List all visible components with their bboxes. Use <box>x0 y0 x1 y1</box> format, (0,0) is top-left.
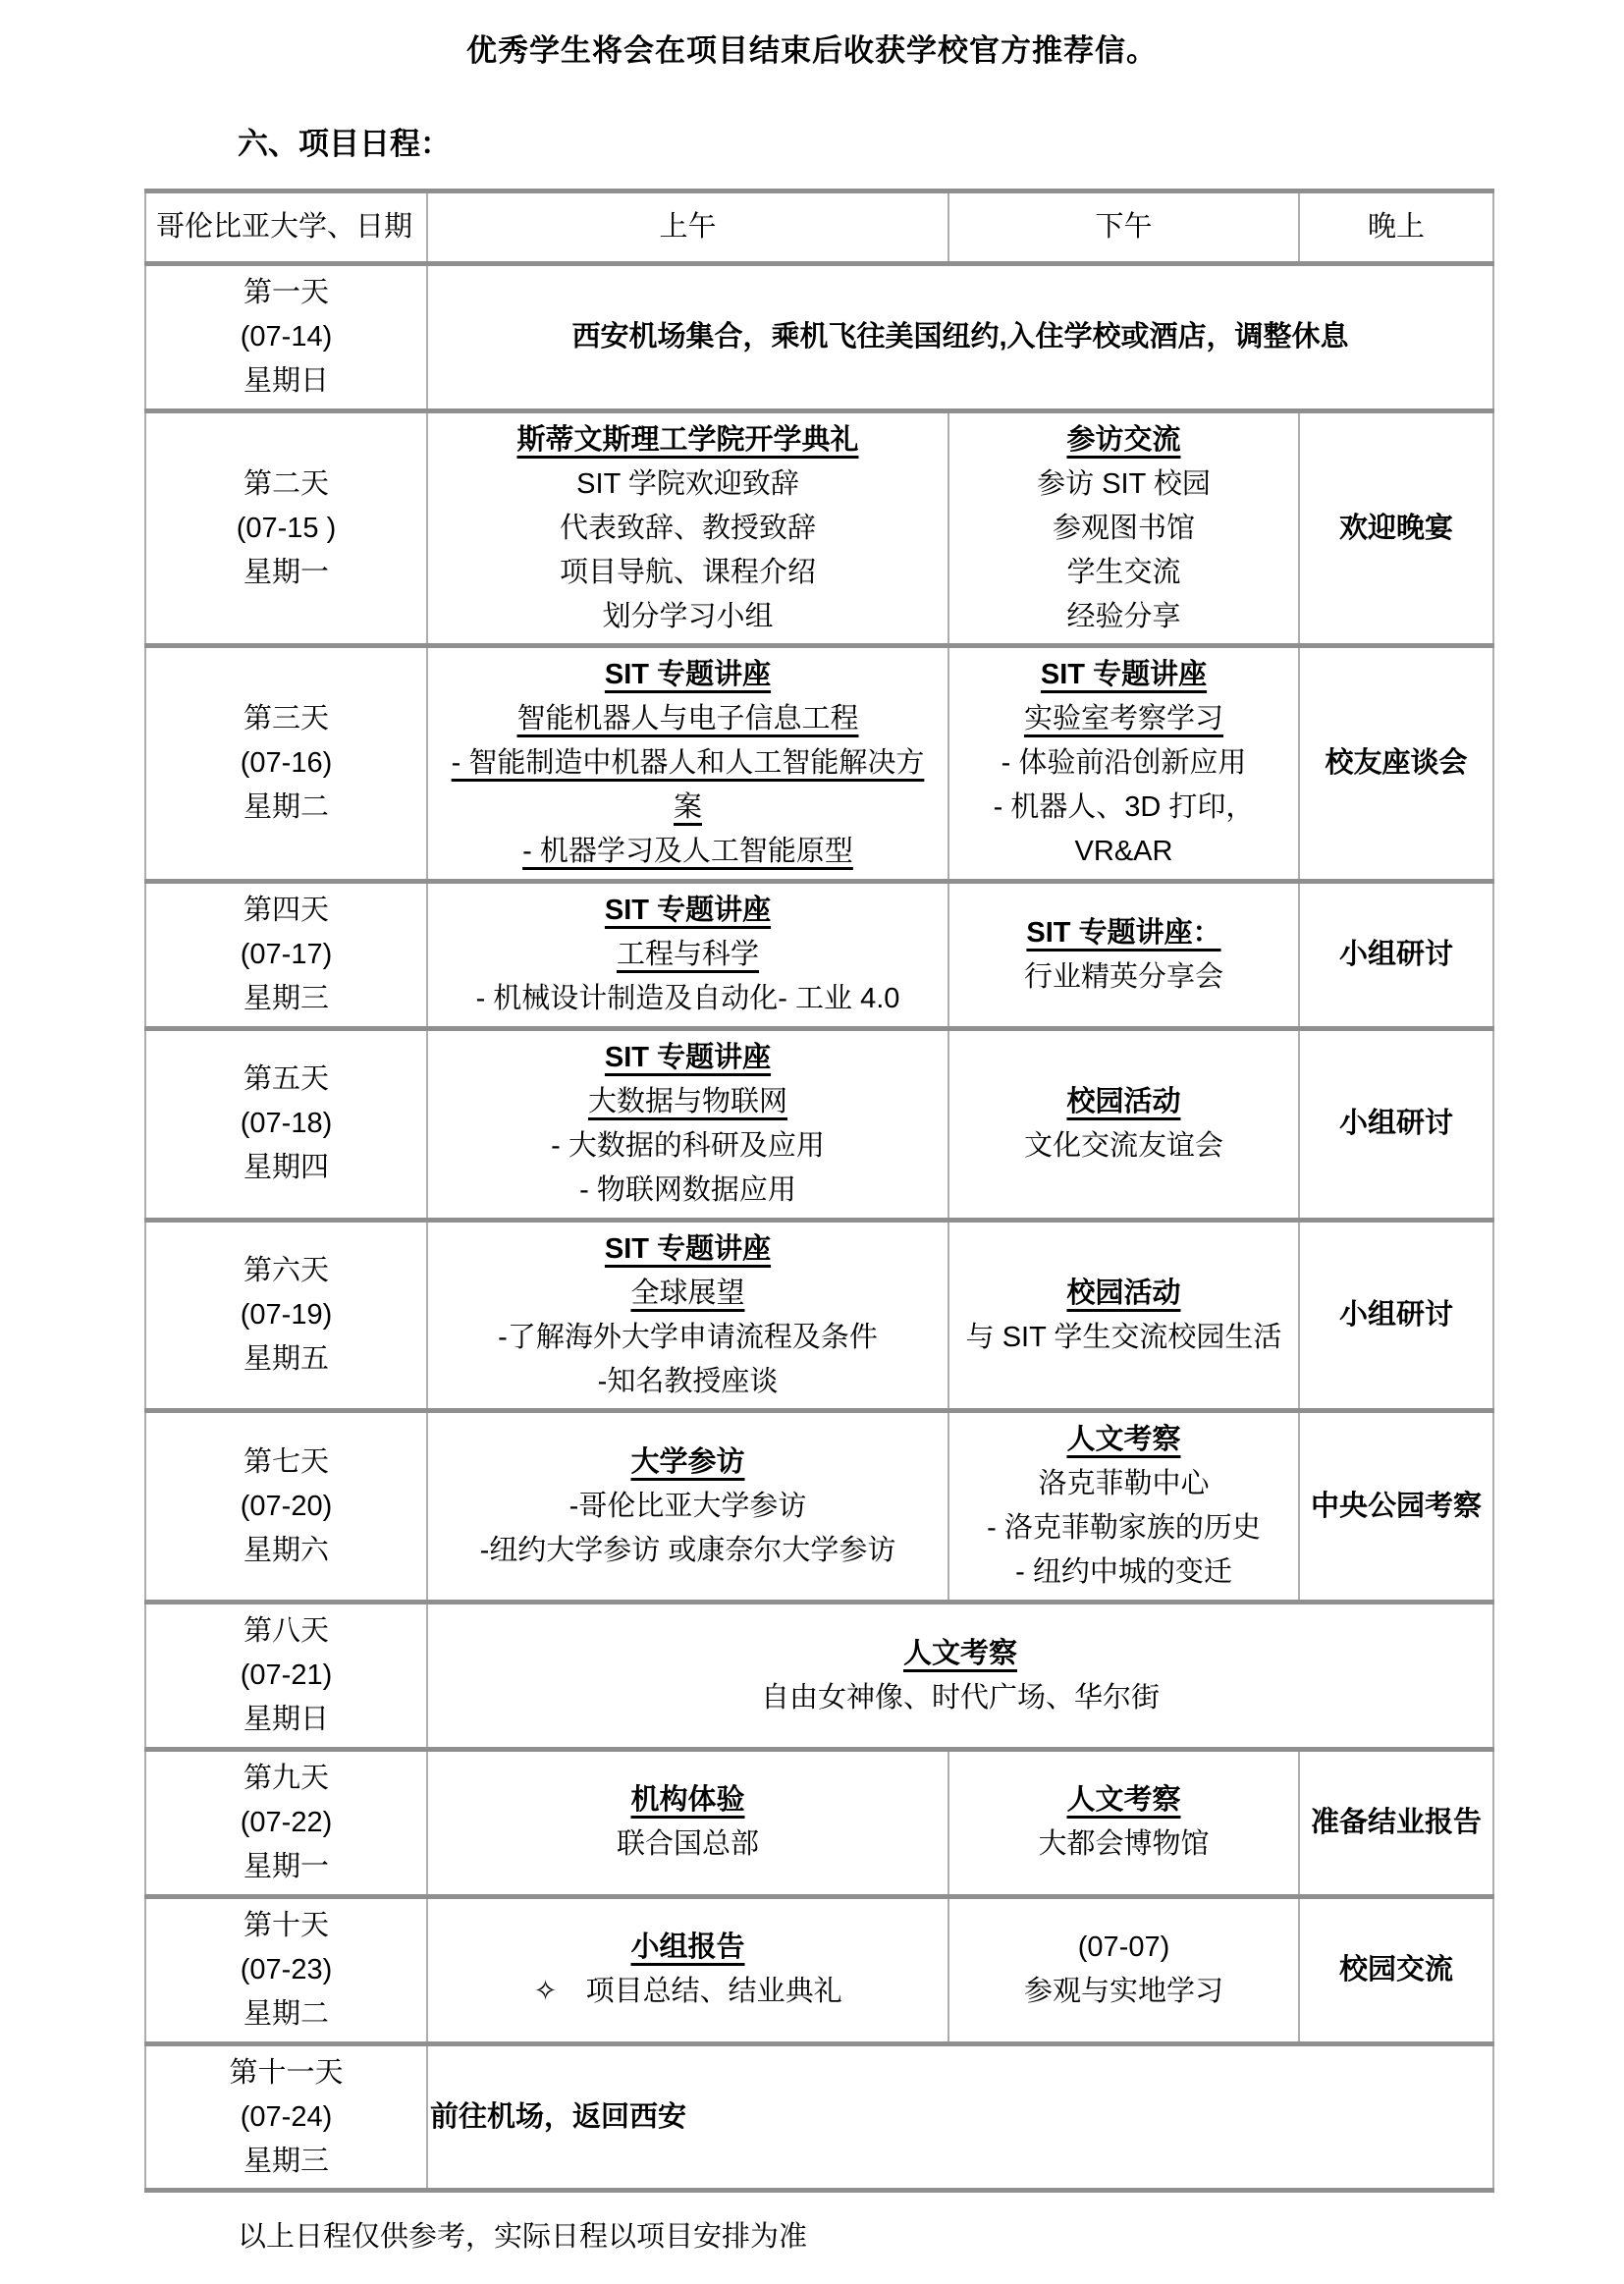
day-label: 第五天 <box>243 1063 329 1096</box>
day-label: 第十天 <box>243 1909 329 1941</box>
table-row-day1 <box>145 263 1493 410</box>
schedule-line: 参观与实地学习 <box>1023 1976 1223 2008</box>
morning-cell <box>427 1220 948 1411</box>
afternoon-cell <box>948 1220 1299 1411</box>
weekday-label: 星期二 <box>243 791 329 824</box>
weekday-label: 星期三 <box>243 2145 329 2177</box>
schedule-line: 人文考察 <box>1066 1424 1181 1456</box>
day-label: 第四天 <box>243 895 329 927</box>
table-row-day10 <box>145 1896 1493 2043</box>
date-label: (07-18) <box>240 1108 333 1140</box>
schedule-line: 经验分享 <box>1066 600 1181 632</box>
schedule-line: 洛克菲勒中心 <box>1038 1468 1210 1500</box>
schedule-line: - 洛克菲勒家族的历史 <box>987 1512 1261 1545</box>
schedule-line: SIT 专题讲座 <box>604 1041 772 1073</box>
evening-cell <box>1299 410 1493 646</box>
schedule-line: 校园活动 <box>1066 1085 1181 1117</box>
afternoon-cell <box>948 410 1299 646</box>
schedule-line: - 大数据的科研及应用 <box>551 1129 825 1162</box>
schedule-line: 欢迎晚宴 <box>1338 512 1453 544</box>
full-day-cell <box>427 2043 1493 2191</box>
schedule-line: - 机器人、3D 打印， <box>993 791 1255 824</box>
evening-cell <box>1299 882 1493 1029</box>
schedule-line: SIT 专题讲座 <box>604 895 772 927</box>
footnote: 以上日程仅供参考，实际日程以项目安排为准 <box>238 2221 808 2254</box>
document-page <box>0 26 1624 2255</box>
schedule-line: 前往机场，返回西安 <box>430 2100 687 2133</box>
morning-cell <box>427 1896 948 2043</box>
date-cell <box>145 1411 427 1603</box>
schedule-line: 人文考察 <box>1066 1784 1181 1817</box>
schedule-line: 机构体验 <box>630 1784 745 1817</box>
date-cell <box>145 263 427 410</box>
weekday-label: 星期六 <box>243 1534 329 1566</box>
morning-cell <box>427 1028 948 1220</box>
full-day-cell <box>427 1603 1493 1750</box>
date-label: (07-24) <box>240 2100 333 2133</box>
schedule-line: 参访 SIT 校园 <box>1037 467 1211 500</box>
afternoon-cell <box>948 1028 1299 1220</box>
header-evening-column: 晚上 <box>1299 191 1493 264</box>
evening-cell <box>1299 1028 1493 1220</box>
schedule-line: 校园活动 <box>1066 1277 1181 1309</box>
schedule-line: 工程与科学 <box>616 939 759 971</box>
schedule-line: 代表致辞、教授致辞 <box>559 512 816 544</box>
schedule-line: -知名教授座谈 <box>597 1365 779 1397</box>
date-cell <box>145 882 427 1029</box>
header-morning-column: 上午 <box>427 191 948 264</box>
full-day-cell <box>427 263 1493 410</box>
schedule-table <box>144 189 1494 2193</box>
date-label: (07-17) <box>240 939 333 971</box>
table-row-day7 <box>145 1411 1493 1603</box>
schedule-line: SIT 专题讲座： <box>1026 916 1221 949</box>
day-label: 第二天 <box>243 467 329 500</box>
schedule-line: 小组报告 <box>630 1931 745 1964</box>
schedule-line: 全球展望 <box>630 1277 745 1309</box>
morning-cell <box>427 882 948 1029</box>
weekday-label: 星期一 <box>243 1850 329 1882</box>
weekday-label: 星期五 <box>243 1343 329 1376</box>
date-cell <box>145 646 427 882</box>
schedule-line: 参观图书馆 <box>1052 512 1195 544</box>
schedule-line: 与 SIT 学生交流校园生活 <box>965 1321 1282 1353</box>
table-row-day2 <box>145 410 1493 646</box>
schedule-line: SIT 学院欢迎致辞 <box>576 467 799 500</box>
schedule-line: -了解海外大学申请流程及条件 <box>498 1321 878 1353</box>
date-cell <box>145 1220 427 1411</box>
date-label: (07-23) <box>240 1953 333 1985</box>
schedule-line: 文化交流友谊会 <box>1023 1129 1223 1162</box>
weekday-label: 星期一 <box>243 556 329 588</box>
schedule-line: 学生交流 <box>1066 556 1181 588</box>
table-row-day11 <box>145 2043 1493 2191</box>
weekday-label: 星期三 <box>243 983 329 1014</box>
afternoon-cell <box>948 646 1299 882</box>
schedule-line: 划分学习小组 <box>602 600 774 632</box>
morning-cell <box>427 410 948 646</box>
table-row-day6 <box>145 1220 1493 1411</box>
schedule-line: 自由女神像、时代广场、华尔街 <box>760 1681 1160 1713</box>
schedule-line: 小组研讨 <box>1338 1299 1453 1332</box>
date-cell <box>145 1603 427 1750</box>
table-row-day8 <box>145 1603 1493 1750</box>
schedule-line: 智能机器人与电子信息工程 <box>516 703 859 735</box>
table-row-day4 <box>145 882 1493 1029</box>
date-cell <box>145 1896 427 2043</box>
afternoon-cell <box>948 1411 1299 1603</box>
schedule-line: 行业精英分享会 <box>1023 960 1223 993</box>
schedule-line: - 纽约中城的变迁 <box>1015 1556 1232 1589</box>
date-cell <box>145 2043 427 2191</box>
date-cell <box>145 1750 427 1897</box>
date-label: (07-21) <box>240 1659 333 1692</box>
afternoon-cell <box>948 882 1299 1029</box>
schedule-line: VR&AR <box>1074 836 1173 868</box>
schedule-line: 斯蒂文斯理工学院开学典礼 <box>516 423 859 456</box>
schedule-line: SIT 专题讲座 <box>1040 659 1208 691</box>
date-label: (07-20) <box>240 1490 333 1522</box>
schedule-line: - 体验前沿创新应用 <box>1001 747 1247 780</box>
header-row <box>145 191 1493 264</box>
header-afternoon-column: 下午 <box>948 191 1299 264</box>
date-cell <box>145 1028 427 1220</box>
section-heading: 六、项目日程： <box>238 127 451 161</box>
schedule-line: 校友座谈会 <box>1325 747 1468 780</box>
evening-cell <box>1299 1411 1493 1603</box>
schedule-line: 案 <box>673 791 702 824</box>
schedule-line: 西安机场集合，乘机飞往美国纽约,入住学校或酒店，调整休息 <box>571 320 1349 353</box>
schedule-line: 项目导航、课程介绍 <box>559 556 816 588</box>
day-label: 第十一天 <box>229 2056 344 2089</box>
schedule-line: 小组研讨 <box>1338 1108 1453 1140</box>
weekday-label: 星期日 <box>243 1704 329 1736</box>
header-date-column: 哥伦比亚大学、日期 <box>145 191 427 264</box>
schedule-line: 准备结业报告 <box>1310 1806 1482 1838</box>
day-label: 第九天 <box>243 1763 329 1794</box>
day-label: 第八天 <box>243 1615 329 1648</box>
schedule-line: 参访交流 <box>1066 423 1181 456</box>
schedule-line: -纽约大学参访 或康奈尔大学参访 <box>479 1534 896 1566</box>
day-label: 第三天 <box>243 703 329 735</box>
date-cell <box>145 410 427 646</box>
schedule-line: - 物联网数据应用 <box>579 1173 796 1206</box>
schedule-line: 中央公园考察 <box>1310 1490 1482 1522</box>
evening-cell <box>1299 646 1493 882</box>
afternoon-cell <box>948 1750 1299 1897</box>
day-label: 第一天 <box>243 276 329 308</box>
schedule-line: 大都会博物馆 <box>1038 1828 1210 1861</box>
date-label: (07-19) <box>240 1299 333 1332</box>
weekday-label: 星期日 <box>243 364 329 397</box>
date-label: (07-22) <box>240 1806 333 1838</box>
evening-cell <box>1299 1220 1493 1411</box>
morning-cell <box>427 1411 948 1603</box>
date-label: (07-16) <box>240 747 333 780</box>
table-row-day5 <box>145 1028 1493 1220</box>
schedule-line: - 机械设计制造及自动化- 工业 4.0 <box>475 983 900 1014</box>
schedule-line: - 机器学习及人工智能原型 <box>522 836 853 868</box>
schedule-line: 实验室考察学习 <box>1023 703 1223 735</box>
day-label: 第七天 <box>243 1445 329 1478</box>
schedule-line: ✧ 项目总结、结业典礼 <box>533 1976 842 2008</box>
schedule-line: 大数据与物联网 <box>587 1085 787 1117</box>
table-row-day9 <box>145 1750 1493 1897</box>
morning-cell <box>427 646 948 882</box>
weekday-label: 星期二 <box>243 1997 329 2030</box>
evening-cell <box>1299 1896 1493 2043</box>
schedule-line: SIT 专题讲座 <box>604 659 772 691</box>
schedule-line: - 智能制造中机器人和人工智能解决方 <box>451 747 925 780</box>
date-label: (07-15 ) <box>236 512 337 544</box>
date-label: (07-14) <box>240 320 333 353</box>
schedule-line: 大学参访 <box>630 1445 745 1478</box>
schedule-line: SIT 专题讲座 <box>604 1232 772 1265</box>
evening-cell <box>1299 1750 1493 1897</box>
weekday-label: 星期四 <box>243 1152 329 1184</box>
day-label: 第六天 <box>243 1255 329 1287</box>
schedule-line: 小组研讨 <box>1338 939 1453 971</box>
table-row-day3 <box>145 646 1493 882</box>
schedule-line: 联合国总部 <box>616 1828 759 1861</box>
schedule-line: -哥伦比亚大学参访 <box>568 1490 807 1522</box>
schedule-line: 人文考察 <box>902 1637 1017 1669</box>
schedule-line: (07-07) <box>1077 1931 1170 1964</box>
document-title: 优秀学生将会在项目结束后收获学校官方推荐信。 <box>466 33 1158 68</box>
schedule-line: 校园交流 <box>1338 1953 1453 1985</box>
morning-cell <box>427 1750 948 1897</box>
afternoon-cell <box>948 1896 1299 2043</box>
